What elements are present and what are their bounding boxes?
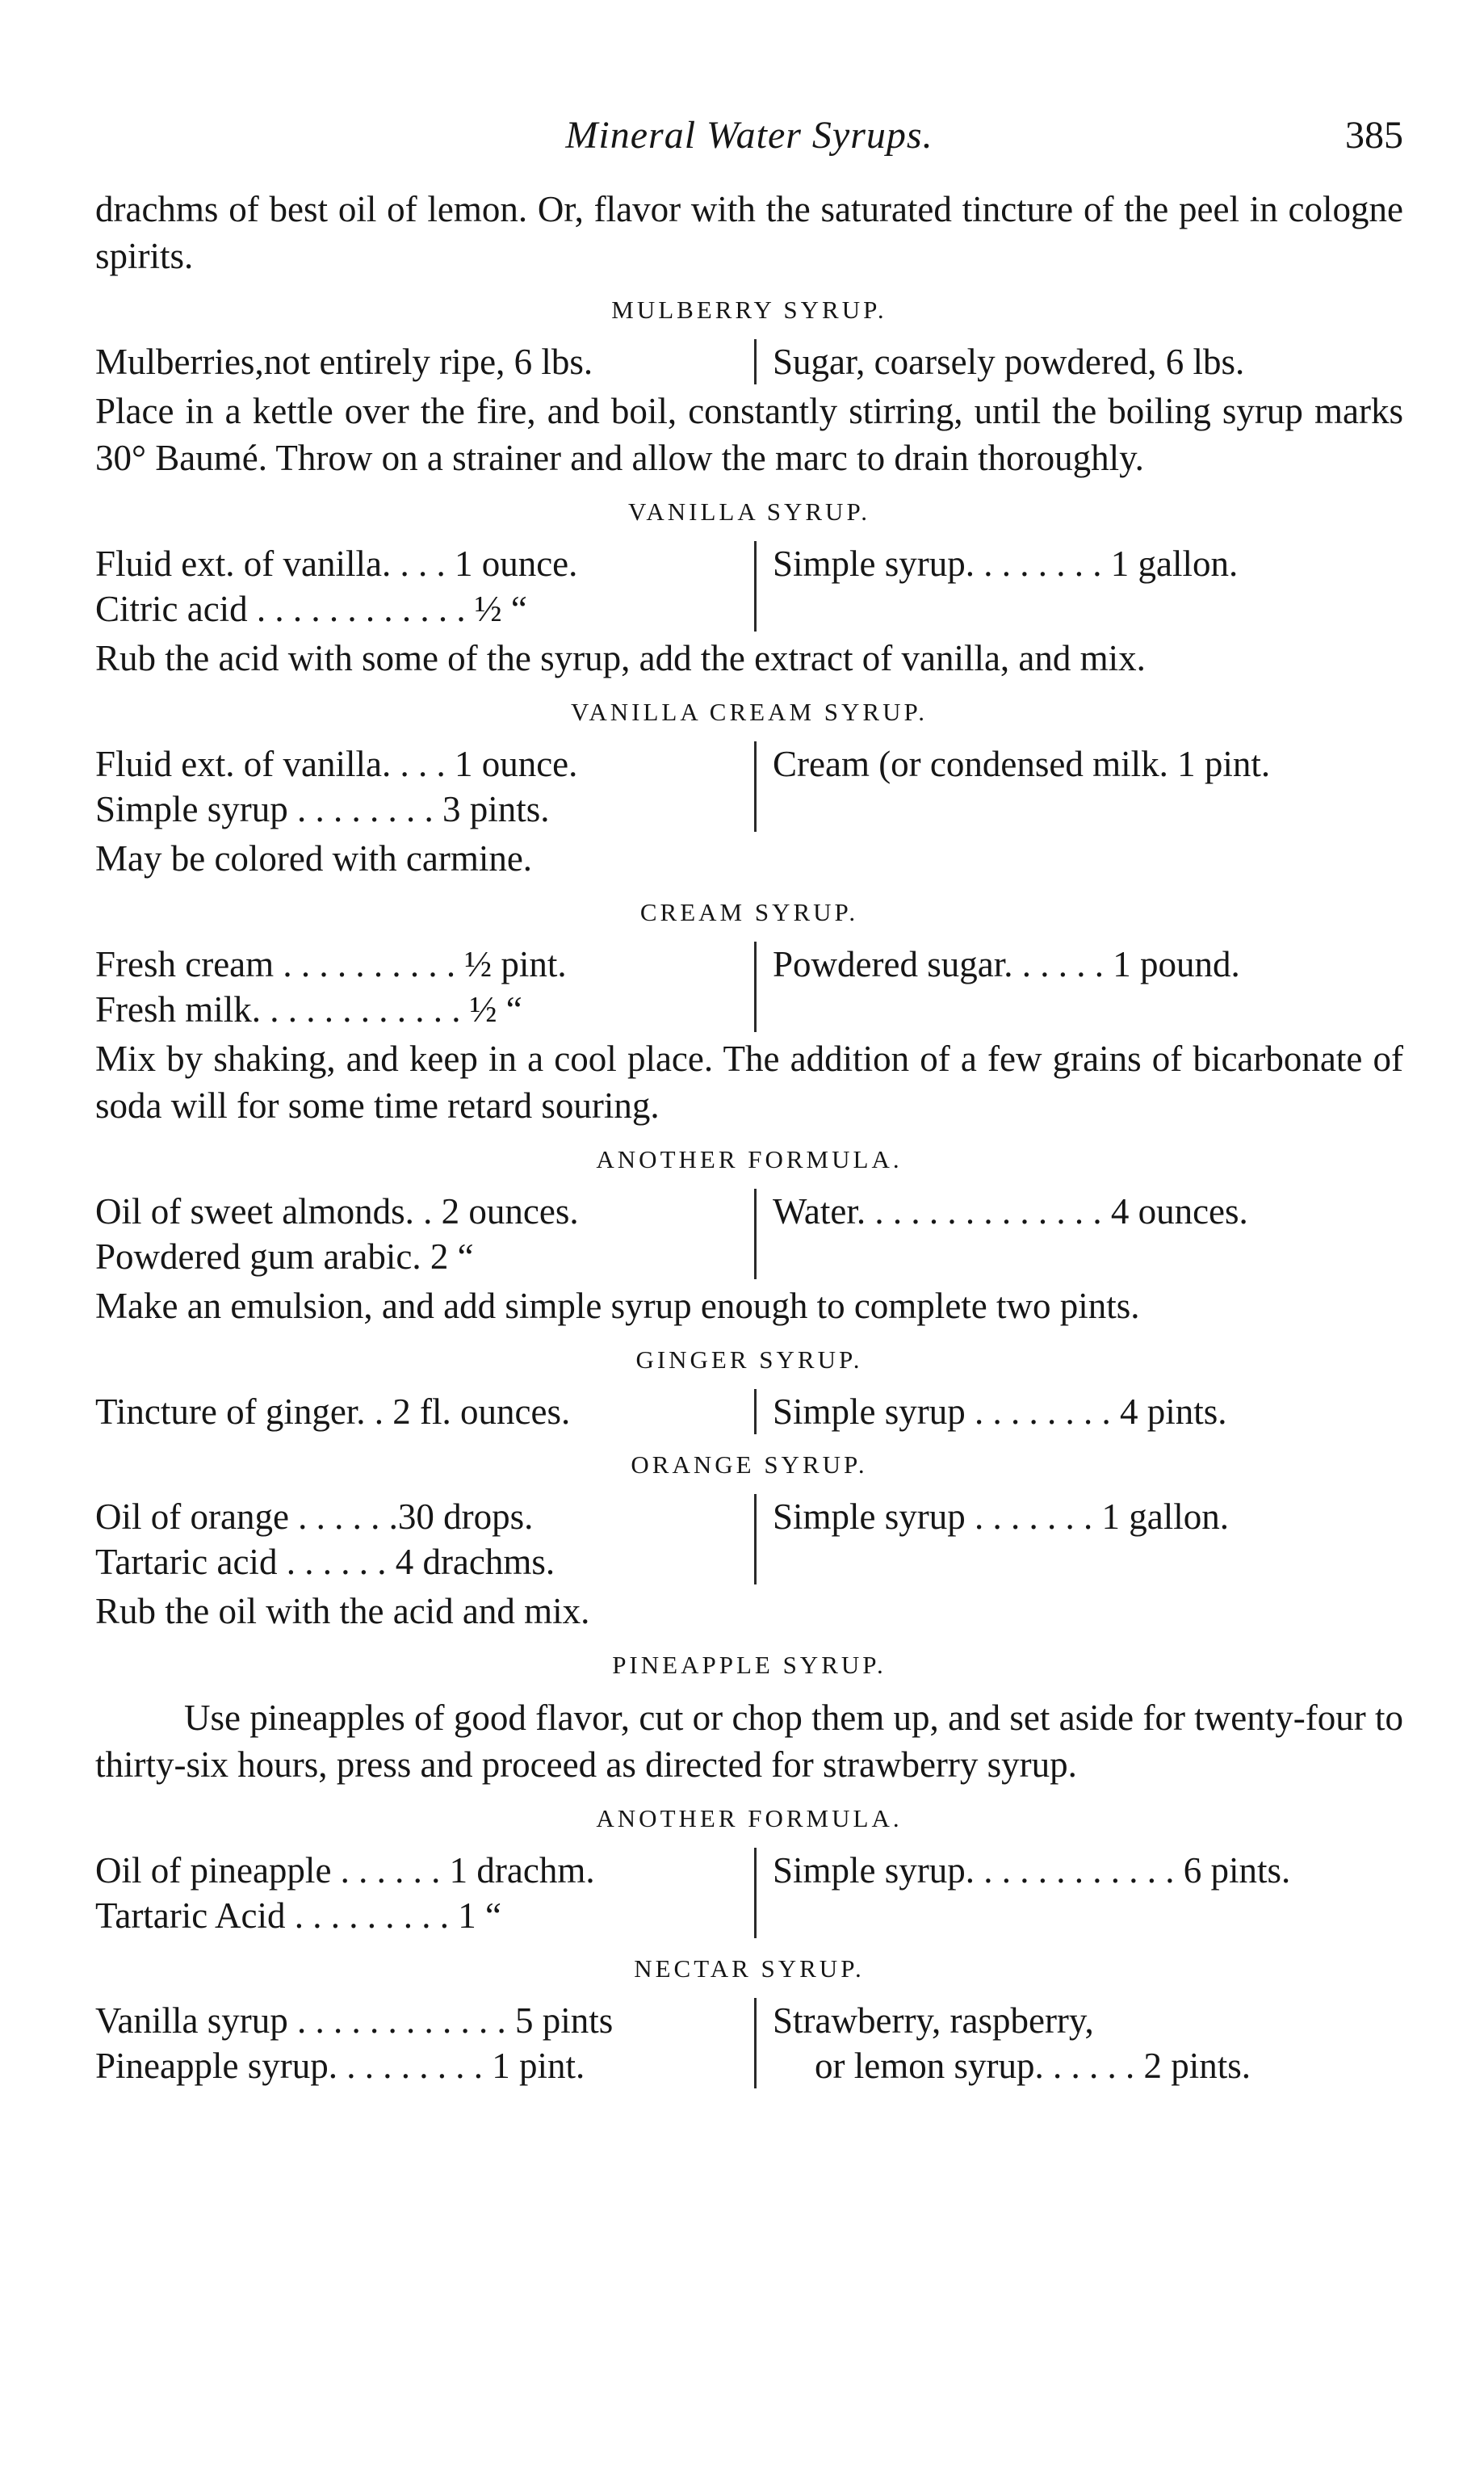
ingredient-line: Simple syrup. . . . . . . . 1 gallon. <box>773 544 1239 584</box>
ingredient-table <box>95 1848 1403 1938</box>
ingredient-line: Strawberry, raspberry, <box>773 2000 1094 2041</box>
paragraph: Use pineapples of good flavor, cut or chop them up, and set aside for twenty-four to thirty-six hours, press and proceed as directed for strawberry syrup. <box>95 1698 1403 1785</box>
ingredient-column-left <box>95 1494 757 1584</box>
ingredient-line: Fluid ext. of vanilla. . . . 1 ounce. <box>95 744 578 784</box>
ingredient-column-right <box>757 1389 1403 1434</box>
ingredient-line: Cream (or condensed milk. 1 pint. <box>773 744 1271 784</box>
ingredient-line: Fresh milk. . . . . . . . . . . . ½ “ <box>95 989 522 1030</box>
paragraph: Rub the oil with the acid and mix. <box>95 1591 590 1631</box>
ingredient-line: Oil of sweet almonds. . 2 ounces. <box>95 1191 579 1232</box>
ingredient-column-right <box>757 1998 1403 2088</box>
ingredient-line: Tincture of ginger. . 2 fl. ounces. <box>95 1391 571 1432</box>
ingredient-line: or lemon syrup. . . . . . 2 pints. <box>815 2046 1251 2086</box>
ingredient-table <box>95 942 1403 1032</box>
ingredient-line: Vanilla syrup . . . . . . . . . . . . 5 pints <box>95 2000 614 2041</box>
ingredient-line: Simple syrup . . . . . . . . 3 pints. <box>95 789 550 829</box>
section-heading: VANILLA CREAM SYRUP. <box>570 698 929 726</box>
section-heading: MULBERRY SYRUP. <box>611 296 887 324</box>
ingredient-column-right <box>757 942 1403 1032</box>
page-content <box>95 186 1403 2088</box>
ingredient-table <box>95 541 1403 632</box>
ingredient-table <box>95 1389 1403 1434</box>
ingredient-line: Water. . . . . . . . . . . . . . 4 ounces. <box>773 1191 1248 1232</box>
ingredient-line: Mulberries,not entirely ripe, 6 lbs. <box>95 342 593 382</box>
section-heading: PINEAPPLE SYRUP. <box>612 1651 887 1679</box>
ingredient-line: Tartaric Acid . . . . . . . . . 1 “ <box>95 1895 501 1936</box>
book-page <box>95 113 1403 2092</box>
paragraph: Mix by shaking, and keep in a cool place. The addition of a few grains of bicarbonate of soda will for some time retard souring. <box>95 1039 1403 1126</box>
ingredient-line: Fluid ext. of vanilla. . . . 1 ounce. <box>95 544 578 584</box>
ingredient-column-left <box>95 541 757 632</box>
ingredient-line: Simple syrup . . . . . . . 1 gallon. <box>773 1496 1229 1537</box>
section-heading: GINGER SYRUP. <box>635 1345 863 1374</box>
paragraph: Rub the acid with some of the syrup, add the extract of vanilla, and mix. <box>95 638 1146 678</box>
ingredient-column-right <box>757 541 1403 632</box>
ingredient-column-right <box>757 1494 1403 1584</box>
paragraph: drachms of best oil of lemon. Or, flavor with the saturated tincture of the peel in cologne spirits. <box>95 189 1403 276</box>
ingredient-column-left <box>95 741 757 832</box>
ingredient-column-right <box>757 1848 1403 1938</box>
section-heading: VANILLA SYRUP. <box>627 497 871 526</box>
section-heading: CREAM SYRUP. <box>639 898 859 926</box>
ingredient-column-left <box>95 1389 757 1434</box>
ingredient-table <box>95 1494 1403 1584</box>
section-heading: ANOTHER FORMULA. <box>596 1145 903 1173</box>
ingredient-column-left <box>95 1848 757 1938</box>
section-heading: ORANGE SYRUP. <box>631 1450 868 1479</box>
section-heading: NECTAR SYRUP. <box>634 1954 865 1983</box>
ingredient-line: Sugar, coarsely powdered, 6 lbs. <box>773 342 1245 382</box>
ingredient-table <box>95 1998 1403 2088</box>
section-heading: ANOTHER FORMULA. <box>596 1804 903 1832</box>
ingredient-line: Pineapple syrup. . . . . . . . . 1 pint. <box>95 2046 585 2086</box>
ingredient-line: Citric acid . . . . . . . . . . . . ½ “ <box>95 589 527 629</box>
ingredient-table <box>95 339 1403 384</box>
ingredient-line: Simple syrup . . . . . . . . 4 pints. <box>773 1391 1227 1432</box>
ingredient-line: Powdered sugar. . . . . . 1 pound. <box>773 944 1240 984</box>
running-title: Mineral Water Syrups. <box>565 114 933 157</box>
ingredient-column-right <box>757 1189 1403 1279</box>
paragraph: Make an emulsion, and add simple syrup enough to complete two pints. <box>95 1286 1140 1326</box>
ingredient-column-left <box>95 339 757 384</box>
ingredient-column-left <box>95 942 757 1032</box>
paragraph: May be colored with carmine. <box>95 838 533 879</box>
page-number: 385 <box>1345 114 1403 157</box>
running-header <box>95 113 1403 186</box>
ingredient-column-right <box>757 741 1403 832</box>
ingredient-column-left <box>95 1998 757 2088</box>
ingredient-line: Tartaric acid . . . . . . 4 drachms. <box>95 1542 555 1582</box>
ingredient-table <box>95 741 1403 832</box>
ingredient-line: Oil of pineapple . . . . . . 1 drachm. <box>95 1850 595 1891</box>
ingredient-line: Simple syrup. . . . . . . . . . . . 6 pints. <box>773 1850 1291 1891</box>
ingredient-column-left <box>95 1189 757 1279</box>
ingredient-table <box>95 1189 1403 1279</box>
ingredient-line: Oil of orange . . . . . .30 drops. <box>95 1496 534 1537</box>
paragraph: Place in a kettle over the fire, and boil, constantly stirring, until the boiling syrup marks 30° Baumé. Throw on a strainer and allow the marc to drain thoroughly. <box>95 391 1403 478</box>
ingredient-column-right <box>757 339 1403 384</box>
ingredient-line: Fresh cream . . . . . . . . . . ½ pint. <box>95 944 567 984</box>
ingredient-line: Powdered gum arabic. 2 “ <box>95 1236 474 1277</box>
